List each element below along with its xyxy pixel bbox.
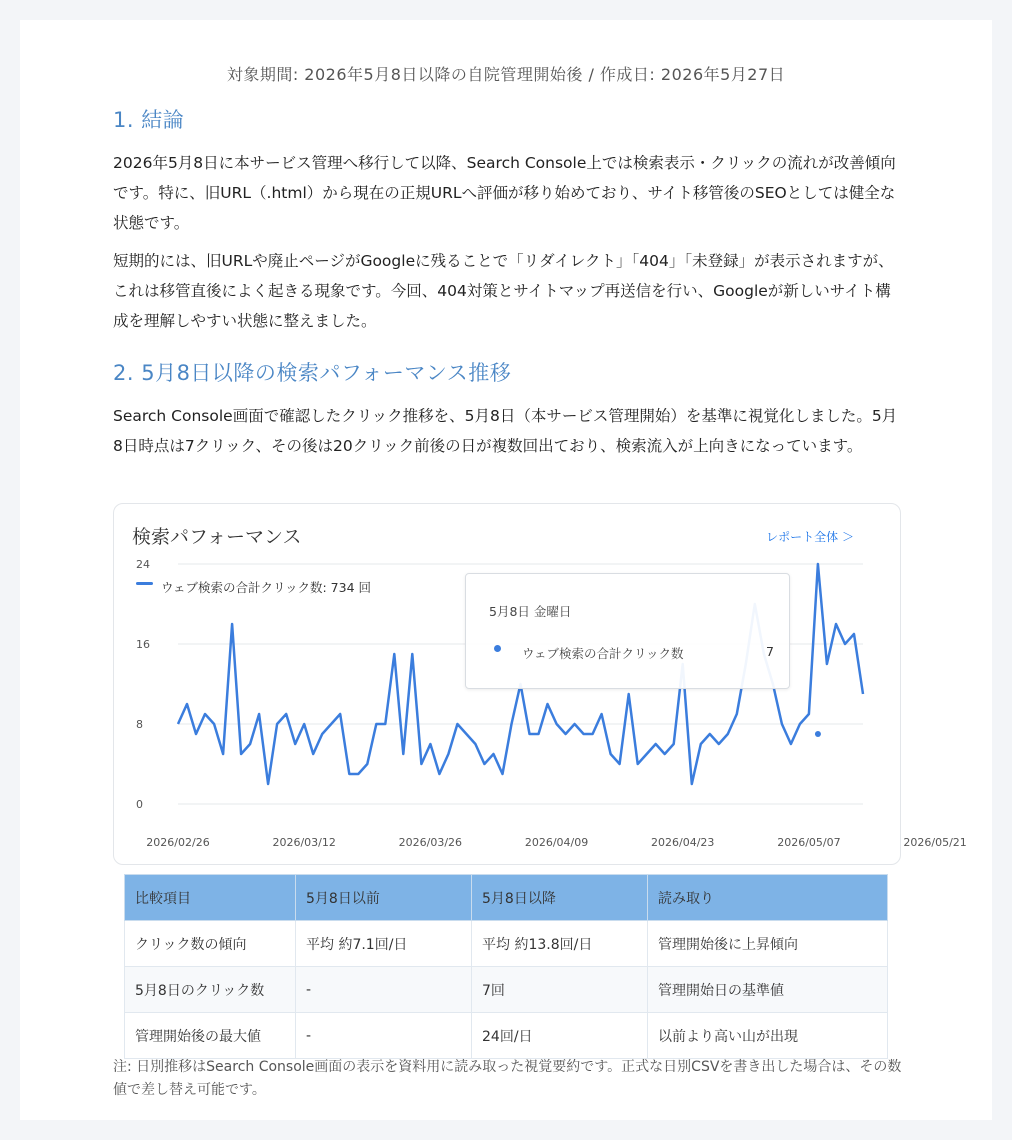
table-cell: - — [296, 1013, 472, 1059]
table-cell: 24回/日 — [472, 1013, 648, 1059]
comparison-table — [124, 874, 888, 1059]
table-row — [125, 967, 888, 1013]
x-tick-label: 2026/02/26 — [146, 836, 210, 849]
report-page — [20, 20, 992, 1120]
x-tick-label: 2026/03/26 — [398, 836, 463, 849]
chart-legend[interactable] — [136, 578, 371, 596]
full-report-link[interactable]: レポート全体 ＞ — [766, 530, 854, 544]
section-1-paragraph-1: 2026年5月8日に本サービス管理へ移行して以降、Search Console上では検索表示・クリックの流れが改善傾向です。特に、旧URL（.html）から現在の正規URLへ評価が移り始めており、サイト移管後のSEOとしては健全な状態です。 — [113, 154, 896, 232]
table-cell: 平均 約7.1回/日 — [296, 921, 472, 967]
tooltip-dot-icon — [494, 645, 501, 652]
section-2-heading: 2. 5月8日以降の検索パフォーマンス推移 — [113, 361, 512, 385]
table-header-cell: 読み取り — [648, 875, 888, 921]
table-header-cell: 5月8日以降 — [472, 875, 648, 921]
table-row — [125, 921, 888, 967]
legend-swatch-icon — [136, 582, 153, 585]
table-cell: クリック数の傾向 — [125, 921, 296, 967]
x-tick-label: 2026/03/12 — [272, 836, 336, 849]
x-tick-label: 2026/04/23 — [651, 836, 715, 849]
report-meta: 対象期間: 2026年5月8日以降の自院管理開始後 / 作成日: 2026年5月27日 — [226, 65, 786, 84]
tooltip-series-label: ウェブ検索の合計クリック数 — [522, 646, 684, 661]
y-tick-label: 16 — [136, 638, 150, 651]
highlight-point — [815, 731, 821, 737]
section-1-heading: 1. 結論 — [113, 108, 185, 132]
y-tick-label: 8 — [136, 718, 143, 731]
x-tick-label: 2026/05/07 — [777, 836, 841, 849]
tooltip-value: 7 — [766, 644, 774, 659]
tooltip-date: 5月8日 金曜日 — [489, 604, 572, 619]
table-cell: 5月8日のクリック数 — [125, 967, 296, 1013]
legend-label: ウェブ検索の合計クリック数: 734 回 — [161, 580, 372, 595]
x-tick-label: 2026/04/09 — [524, 836, 589, 849]
table-cell: 以前より高い山が出現 — [648, 1013, 888, 1059]
table-cell: 7回 — [472, 967, 648, 1013]
table-header-cell: 比較項目 — [125, 875, 296, 921]
performance-card — [113, 503, 967, 865]
footnote: 注: 日別推移はSearch Console画面の表示を資料用に読み取った視覚要約です。正式な日別CSVを書き出した場合は、その数値で差し替え可能です。 — [113, 1059, 902, 1098]
table-cell: - — [296, 967, 472, 1013]
y-tick-label: 24 — [136, 558, 150, 571]
table-cell: 管理開始後に上昇傾向 — [648, 921, 888, 967]
section-1-paragraph-2: 短期的には、旧URLや廃止ページがGoogleに残ることで「リダイレクト」「404」「未登録」が表示されますが、これは移管直後によく起きる現象です。今回、404対策とサイトマップ再送信を行い、Googleが新しいサイト構成を理解しやすい状態に整えました。 — [113, 252, 894, 330]
card-title: 検索パフォーマンス — [132, 526, 302, 548]
section-2-paragraph-1: Search Console画面で確認したクリック推移を、5月8日（本サービス管理開始）を基準に視覚化しました。5月8日時点は7クリック、その後は20クリック前後の日が複数回出ており、検索流入が上向きになっています。 — [113, 407, 898, 455]
table-header-cell: 5月8日以前 — [296, 875, 472, 921]
x-tick-label: 2026/05/21 — [903, 836, 967, 849]
table-header-row — [125, 875, 888, 921]
table-row — [125, 1013, 888, 1059]
chart-tooltip — [465, 573, 790, 689]
table-cell: 平均 約13.8回/日 — [472, 921, 648, 967]
table-cell: 管理開始後の最大値 — [125, 1013, 296, 1059]
table-cell: 管理開始日の基準値 — [648, 967, 888, 1013]
y-tick-label: 0 — [136, 798, 143, 811]
